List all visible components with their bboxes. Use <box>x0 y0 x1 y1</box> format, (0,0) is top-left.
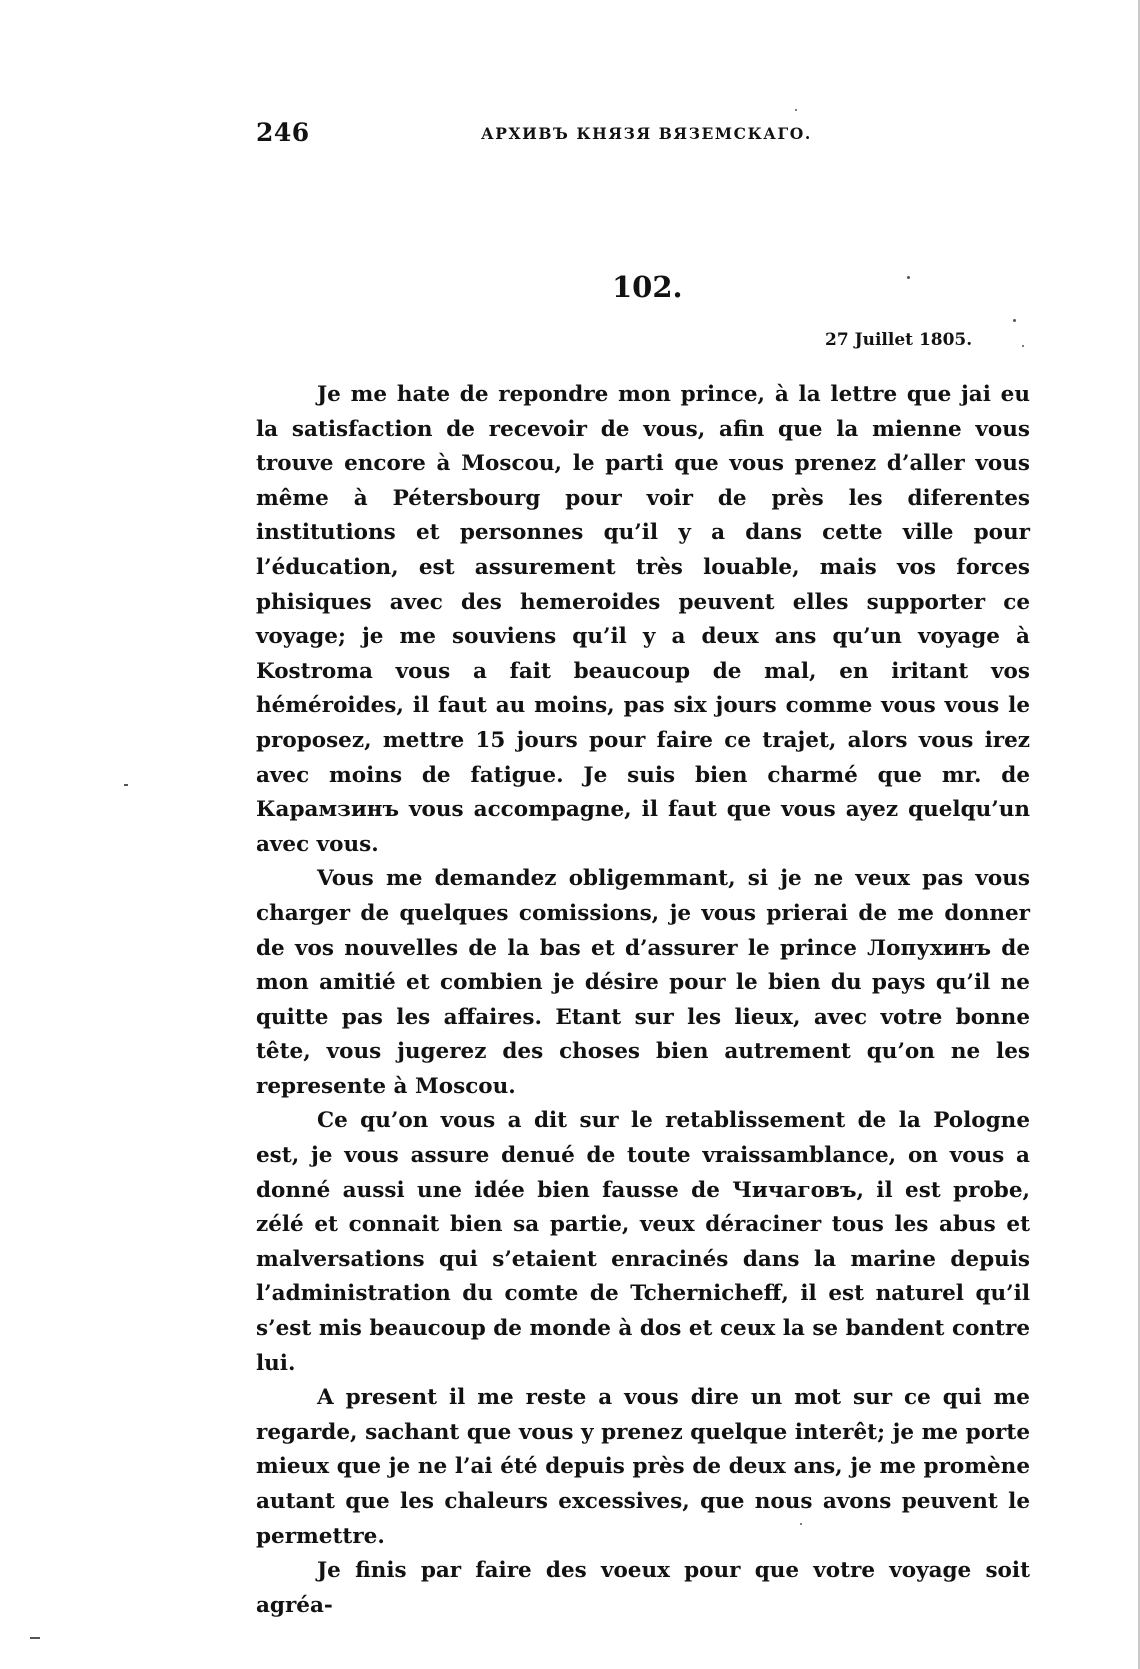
scan-speck <box>1013 319 1016 322</box>
scan-speck <box>30 1637 40 1639</box>
paragraph: Vous me demandez obligemmant, si je ne veux pas vous charger de quelques comissions, je vous prierai de me donner de vos nouvelles de la bas et d’assurer le prince Лопухинъ de mon amitié et combien je désire pour le bien du pays qu’il ne quitte pas les affaires. Etant sur les lieux, avec votre bonne tête, vous jugerez des choses bien autrement qu’on ne les represente à Moscou. <box>256 866 1030 1099</box>
scan-speck <box>1022 345 1024 347</box>
paragraph: A present il me reste a vous dire un mot sur ce qui me regarde, sachant que vous y prenez quelque interêt; je me porte mieux que je ne l’ai été depuis près de deux ans, je me promène autant que les chaleurs excessives, que nous avons peuvent le permettre. <box>256 1385 1030 1549</box>
running-head <box>256 118 816 152</box>
letter-body <box>256 378 1030 1623</box>
paragraph: Je finis par faire des voeux pour que votre voyage soit agréa- <box>256 1558 1030 1618</box>
page-number: 246 <box>256 118 310 147</box>
letter-date: 27 Juillet 1805. <box>825 330 973 350</box>
archive-title: АРХИВЪ КНЯЗЯ ВЯЗЕМСКАГО. <box>481 124 812 143</box>
scan-speck <box>907 276 910 279</box>
scan-speck <box>800 1523 802 1525</box>
paragraph: Je me hate de repondre mon prince, à la lettre que jai eu la satisfaction de recevoir de vous, afin que la mienne vous trouve encore à Moscou, le parti que vous prenez d’aller vous même à Pétersbourg pour voir de près les diferentes institutions et personnes qu’il y a dans cette ville pour l’éducation, est assurement très louable, mais vos forces phisiques avec des hemeroides peuvent elles supporter ce voyage; je me souviens qu’il y a deux ans qu’un voyage à Kostroma vous a fait beaucoup de mal, en iritant vos héméroides, il faut au moins, pas six jours comme vous vous le proposez, mettre 15 jours pour faire ce trajet, alors vous irez avec moins de fatigue. Je suis bien charmé que mr. de Карамзинъ vous accompagne, il faut que vous ayez quelqu’un avec vous. <box>256 382 1030 857</box>
scan-speck <box>124 784 128 786</box>
scan-speck <box>795 109 797 111</box>
letter-number: 102. <box>612 270 683 304</box>
paragraph: Ce qu’on vous a dit sur le retablissement de la Pologne est, je vous assure denué de toute vraissamblance, on vous a donné aussi une idée bien fausse de Чичаговъ, il est probe, zélé et connait bien sa partie, veux déraciner tous les abus et malversations qui s’etaient enracinés dans la marine depuis l’administration du comte de Tchernicheff, il est naturel qu’il s’est mis beaucoup de monde à dos et ceux la se bandent contre lui. <box>256 1108 1030 1376</box>
